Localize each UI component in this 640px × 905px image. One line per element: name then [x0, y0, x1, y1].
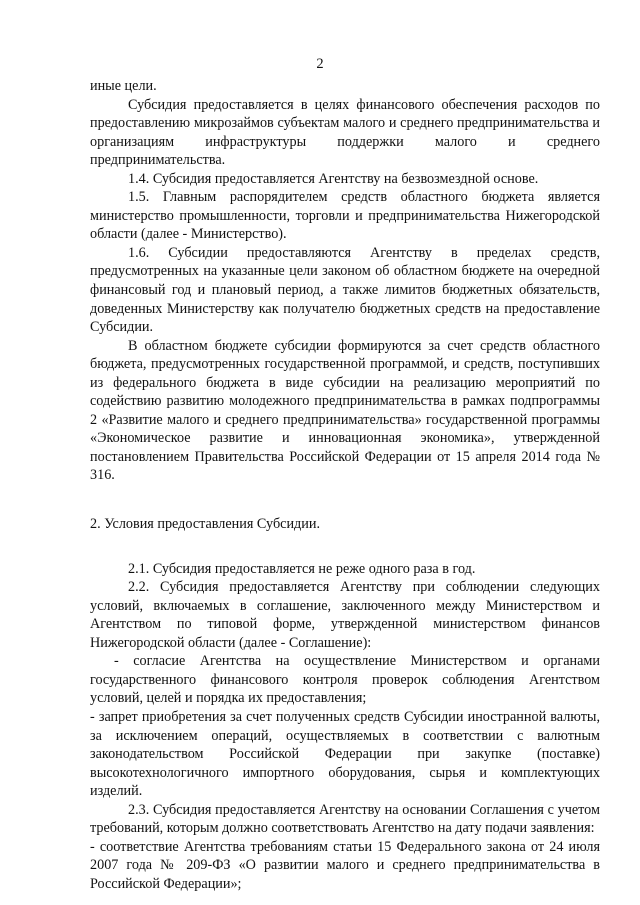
list-item-currency-ban: - запрет приобретения за счет полученных средств Субсидии иностранной валюты, за исключением операций, осуществляемых в соответствии с валютным законодательством Российской Федерации при закупке (поставке) высокотехнологичного импортного оборудования, сырья и комплектующих изделий.	[90, 708, 600, 800]
section-heading: 2. Условия предоставления Субсидии.	[90, 516, 321, 533]
page-number: 2	[316, 56, 324, 72]
paragraph-2-2: 2.2. Субсидия предоставляется Агентству при соблюдении следующих условий, включаемых в соглашение, заключенного между Министерством и Агентством по типовой форме, утвержденной министерством финансов Нижегородской области (далее - Соглашение):	[90, 579, 600, 651]
paragraph-1-6: 1.6. Субсидии предоставляются Агентству в пределах средств, предусмотренных на указанные цели законом об областном бюджете на очередной финансовый год и плановый период, а также лимитов бюджетных обязательств, доведенных Министерству как получателю бюджетных средств на предоставление Субсидии.	[90, 244, 600, 336]
document-body	[90, 77, 600, 893]
paragraph-budget-sources: В областном бюджете субсидии формируются за счет средств областного бюджета, предусмотренных государственной программой, и средств, поступивших из федерального бюджета в виде субсидии на реализацию мероприятий по содействию развитию молодежного предпринимательства в рамках подпрограммы 2 «Развитие малого и среднего предпринимательства» государственной программы «Экономическое развитие и инновационная экономика», утвержденной постановлением Правительства Российской Федерации от 15 апреля 2014 года № 316.	[90, 337, 600, 484]
paragraph-1-5: 1.5. Главным распорядителем средств областного бюджета является министерство промышленности, торговли и предпринимательства Нижегородской области (далее - Министерство).	[90, 189, 600, 243]
paragraph-1-4: 1.4. Субсидия предоставляется Агентству на безвозмездной основе.	[128, 170, 539, 187]
paragraph-subsidy-purpose: Субсидия предоставляется в целях финансового обеспечения расходов по предоставлению микрозаймов субъектам малого и среднего предпринимательства и организациям инфраструктуры поддержки малого и среднего предпринимательства.	[90, 96, 600, 169]
paragraph-continuation: иные цели.	[90, 78, 157, 94]
list-item-compliance: - соответствие Агентства требованиям статьи 15 Федерального закона от 24 июля 2007 года № 209-ФЗ «О развитии малого и среднего предпринимательства в Российской Федерации»;	[90, 838, 600, 892]
paragraph-2-3: 2.3. Субсидия предоставляется Агентству на основании Соглашения с учетом требований, которым должно соответствовать Агентство на дату подачи заявления:	[90, 801, 600, 837]
list-item-consent: - согласие Агентства на осуществление Министерством и органами государственного финансового контроля проверок соблюдения Агентством условий, целей и порядка их предоставления;	[90, 653, 600, 707]
paragraph-2-1: 2.1. Субсидия предоставляется не реже одного раза в год.	[128, 560, 476, 577]
